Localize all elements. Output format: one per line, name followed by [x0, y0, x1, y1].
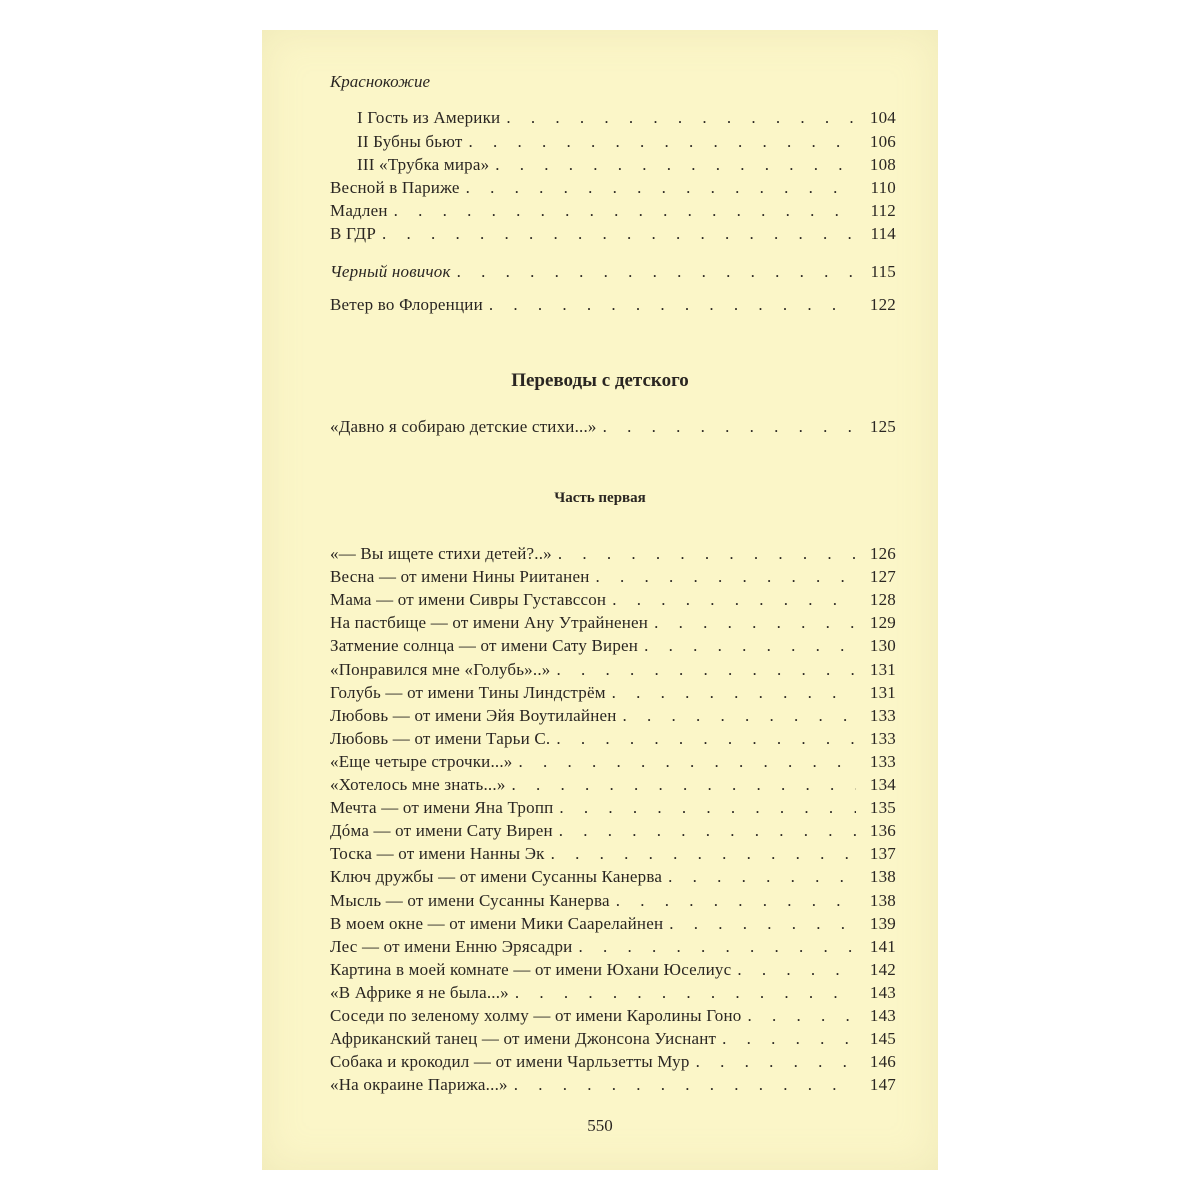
toc-entry-page: 143	[869, 982, 896, 1002]
toc-entry	[330, 819, 896, 842]
toc-entry	[330, 912, 896, 935]
toc-entry-title: «В Африке я не была...»	[330, 982, 509, 1002]
toc-entry	[330, 796, 896, 819]
leader-dots	[457, 260, 856, 283]
toc-entry-page: 114	[870, 224, 896, 243]
toc-entry-title: «Еще четыре строчки...»	[330, 751, 513, 771]
toc-entry-page: 133	[869, 728, 896, 748]
toc-entry	[330, 658, 896, 681]
toc-entry-page: 130	[869, 636, 896, 656]
toc-entry-title: Мечта — от имени Яна Тропп	[330, 798, 554, 818]
leader-dots	[519, 750, 856, 773]
toc-entry-page: 108	[869, 155, 896, 174]
leader-dots	[515, 981, 856, 1004]
leader-dots	[495, 153, 856, 176]
section-heading-translations: Переводы с детского	[511, 370, 689, 391]
toc-entry	[330, 935, 896, 958]
toc-entry-title: Любовь — от имени Тарьи С.	[330, 728, 551, 748]
leader-dots	[556, 658, 856, 681]
toc-entry	[330, 865, 896, 888]
leader-dots	[469, 130, 856, 153]
toc-entry-title: Голубь — от имени Тины Линдстрём	[330, 682, 606, 702]
toc-entry-title: I Гость из Америки	[357, 108, 501, 127]
leader-dots	[654, 611, 856, 634]
toc-entry-page: 133	[869, 751, 896, 771]
toc-entry-page: 134	[869, 775, 896, 794]
toc-entry-title: Мадлен	[330, 201, 388, 220]
toc-entry-page: 115	[870, 262, 896, 281]
toc-entry-title: «— Вы ищете стихи детей?..»	[330, 544, 552, 563]
toc-entry-page: 129	[869, 613, 896, 633]
section-title-redskins: Краснокожие	[330, 72, 431, 91]
toc-entry-page: 138	[869, 867, 896, 887]
toc-entry-title: Лес — от имени Енню Эрясадри	[330, 936, 573, 956]
leader-dots	[669, 912, 856, 935]
toc-entry-title: III «Трубка мира»	[357, 155, 490, 174]
toc-entry-page: 136	[869, 821, 896, 841]
toc-entry-page: 104	[869, 108, 896, 127]
toc-entry	[330, 842, 896, 865]
toc-entry-page: 110	[870, 178, 896, 197]
toc-entry-page: 122	[869, 295, 896, 314]
toc-entry	[330, 1073, 896, 1096]
leader-dots	[512, 773, 856, 796]
toc-entry	[330, 704, 896, 727]
leader-dots	[612, 681, 856, 704]
toc-entry-title: «Давно я собираю детские стихи...»	[330, 417, 597, 436]
toc-entry-title: Соседи по зеленому холму — от имени Каролины Гоно	[330, 1006, 742, 1025]
toc-entry	[330, 727, 896, 750]
toc-entry-title: Ключ дружбы — от имени Сусанны Канерва	[330, 867, 663, 887]
leader-dots	[644, 634, 856, 657]
toc-entry-title: Весной в Париже	[330, 178, 460, 197]
toc-entry	[330, 958, 896, 981]
toc-entry-title: Любовь — от имени Эйя Воутилайнен	[330, 705, 617, 725]
leader-dots	[514, 1073, 856, 1096]
leader-dots	[551, 842, 856, 865]
toc-entry	[330, 773, 896, 796]
toc-entry-page: 141	[869, 936, 896, 956]
page-number: 550	[587, 1116, 613, 1135]
toc-entry	[330, 565, 896, 588]
toc-entry-title: «На окраине Парижа...»	[330, 1075, 508, 1095]
toc-entry-title: Тоска — от имени Нанны Эк	[330, 844, 545, 864]
toc-entry-page: 137	[869, 844, 896, 864]
leader-dots	[382, 222, 856, 245]
leader-dots	[612, 588, 856, 611]
leader-dots	[696, 1050, 856, 1073]
toc-entry-translations-intro	[330, 415, 896, 438]
leader-dots	[556, 727, 856, 750]
toc-entry	[330, 1004, 896, 1027]
toc-entry-black-newcomer	[330, 260, 896, 283]
leader-dots	[578, 935, 856, 958]
toc-entry	[330, 889, 896, 912]
toc-entry	[330, 1050, 896, 1073]
leader-dots	[559, 819, 856, 842]
toc-entry-title: В моем окне — от имени Мики Саарелайнен	[330, 913, 664, 933]
toc-entry	[330, 981, 896, 1004]
toc-entry-page: 145	[869, 1029, 896, 1049]
toc-entry	[330, 176, 896, 199]
toc-entry-title: II Бубны бьют	[357, 132, 463, 151]
toc-entry	[330, 199, 896, 222]
leader-dots	[603, 415, 856, 438]
leader-dots	[506, 106, 856, 129]
toc-entry-title: Дóма — от имени Сату Вирен	[330, 821, 553, 841]
toc-entry-page: 139	[869, 913, 896, 933]
toc-entry-page: 131	[869, 659, 896, 679]
toc-entry-page: 138	[869, 890, 896, 910]
toc-entry	[357, 106, 896, 129]
toc-entry-page: 127	[869, 567, 896, 587]
toc-entry-title: Мысль — от имени Сусанны Канерва	[330, 890, 610, 910]
toc-entry-page: 131	[869, 682, 896, 702]
toc-entry	[357, 153, 896, 176]
toc-entry-title: Собака и крокодил — от имени Чарльзетты Мур	[330, 1052, 690, 1072]
toc-entry-page: 135	[869, 798, 896, 818]
toc-entry	[357, 130, 896, 153]
leader-dots	[737, 958, 856, 981]
toc-entry-page: 106	[869, 132, 896, 151]
toc-entry-title: Ветер во Флоренции	[330, 295, 483, 314]
toc-entry-page: 112	[870, 201, 896, 220]
toc-entry-title: На пастбище — от имени Ану Утрайненен	[330, 613, 649, 633]
toc-entry-page: 142	[869, 959, 896, 979]
toc-entry	[330, 222, 896, 245]
toc-entry-title: Африканский танец — от имени Джонсона Уиснант	[330, 1029, 717, 1049]
part-heading-part-one: Часть первая	[554, 490, 646, 506]
toc-entry-page: 146	[869, 1052, 896, 1072]
leader-dots	[668, 865, 856, 888]
toc-entry	[330, 681, 896, 704]
leader-dots	[394, 199, 856, 222]
toc-entry-title: В ГДР	[330, 224, 376, 243]
leader-dots	[489, 293, 856, 316]
toc-entry-title: Затмение солнца — от имени Сату Вирен	[330, 636, 639, 656]
toc-entry-wind-florence	[330, 293, 896, 316]
leader-dots	[623, 704, 856, 727]
toc-entry-page: 126	[869, 544, 896, 563]
toc-entry-page: 128	[869, 590, 896, 610]
toc-entry-title: «Понравился мне «Голубь»..»	[330, 659, 551, 679]
leader-dots	[558, 542, 856, 565]
toc-entry	[330, 634, 896, 657]
leader-dots	[616, 889, 856, 912]
toc-entry	[330, 750, 896, 773]
leader-dots	[466, 176, 856, 199]
toc-entry-page: 143	[869, 1006, 896, 1025]
toc-entry-title: Весна — от имени Нины Риитанен	[330, 567, 590, 587]
toc-entry-title: Черный новичок	[330, 262, 451, 281]
toc-entry-page: 125	[869, 417, 896, 436]
toc-entry	[330, 611, 896, 634]
toc-entry-title: «Хотелось мне знать...»	[330, 775, 506, 794]
leader-dots	[559, 796, 856, 819]
leader-dots	[722, 1027, 856, 1050]
leader-dots	[596, 565, 856, 588]
toc-entry-title: Картина в моей комнате — от имени Юхани Юселиус	[330, 959, 732, 979]
toc-entry-title: Мама — от имени Сивры Густавссон	[330, 590, 607, 610]
toc-entry-page: 147	[869, 1075, 896, 1095]
toc-entry	[330, 542, 896, 565]
toc-entry	[330, 1027, 896, 1050]
toc-entry-page: 133	[869, 705, 896, 725]
toc-entry	[330, 588, 896, 611]
leader-dots	[747, 1004, 856, 1027]
